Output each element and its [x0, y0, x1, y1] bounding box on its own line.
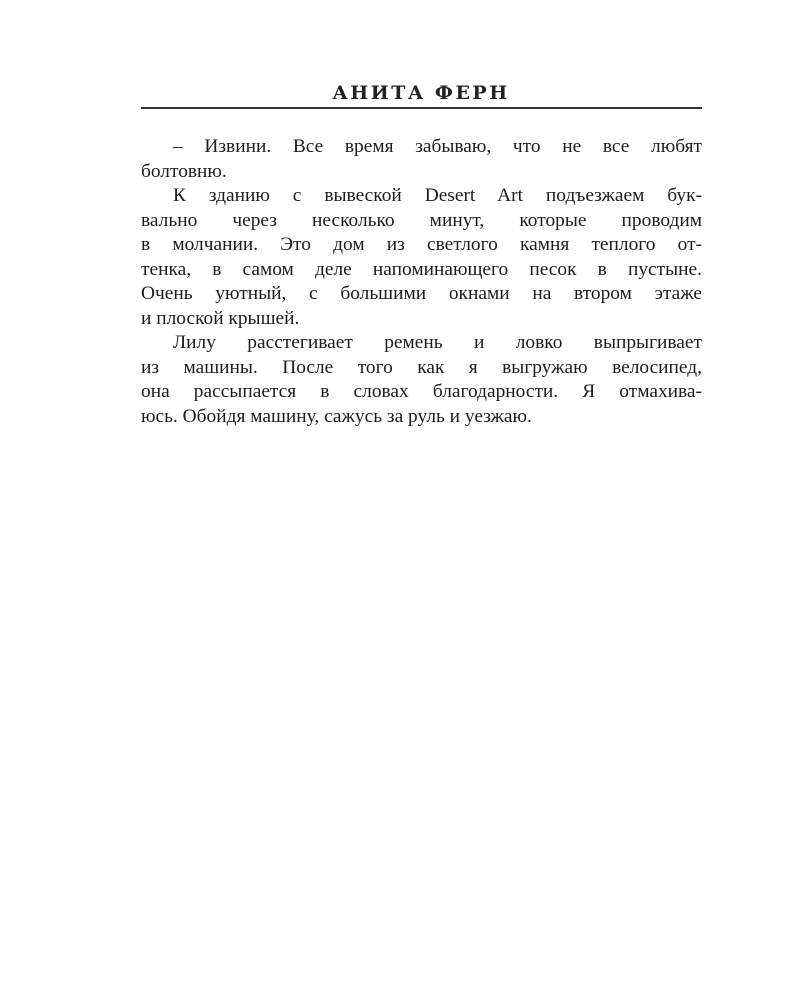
paragraph-2: [141, 184, 702, 331]
text-line: юсь. Обойдя машину, сажусь за руль и уезжаю.: [141, 405, 532, 427]
text-line: – Извини. Все время забываю, что не все любят: [173, 136, 702, 157]
text-line: болтовню.: [141, 160, 227, 182]
text-line: К зданию с вывеской Desert Art подъезжаем бук-: [173, 185, 702, 206]
paragraph-1: [141, 135, 702, 184]
running-header-author: АНИТА ФЕРН: [332, 82, 510, 104]
text-line: Очень уютный, с большими окнами на втором этаже: [141, 283, 702, 304]
text-line: в молчании. Это дом из светлого камня теплого от-: [141, 234, 702, 255]
text-line: тенка, в самом деле напоминающего песок в пустыне.: [141, 258, 702, 280]
paragraph-3: [141, 331, 702, 429]
body-text: [141, 135, 702, 429]
text-line: Лилу расстегивает ремень и ловко выпрыгивает: [173, 332, 702, 353]
text-line: она рассыпается в словах благодарности. Я отмахива-: [141, 381, 702, 402]
header-divider: [141, 107, 702, 109]
text-line: вально через несколько минут, которые проводим: [141, 209, 702, 231]
text-line: и плоской крышей.: [141, 307, 300, 329]
text-line: из машины. После того как я выгружаю велосипед,: [141, 356, 702, 378]
